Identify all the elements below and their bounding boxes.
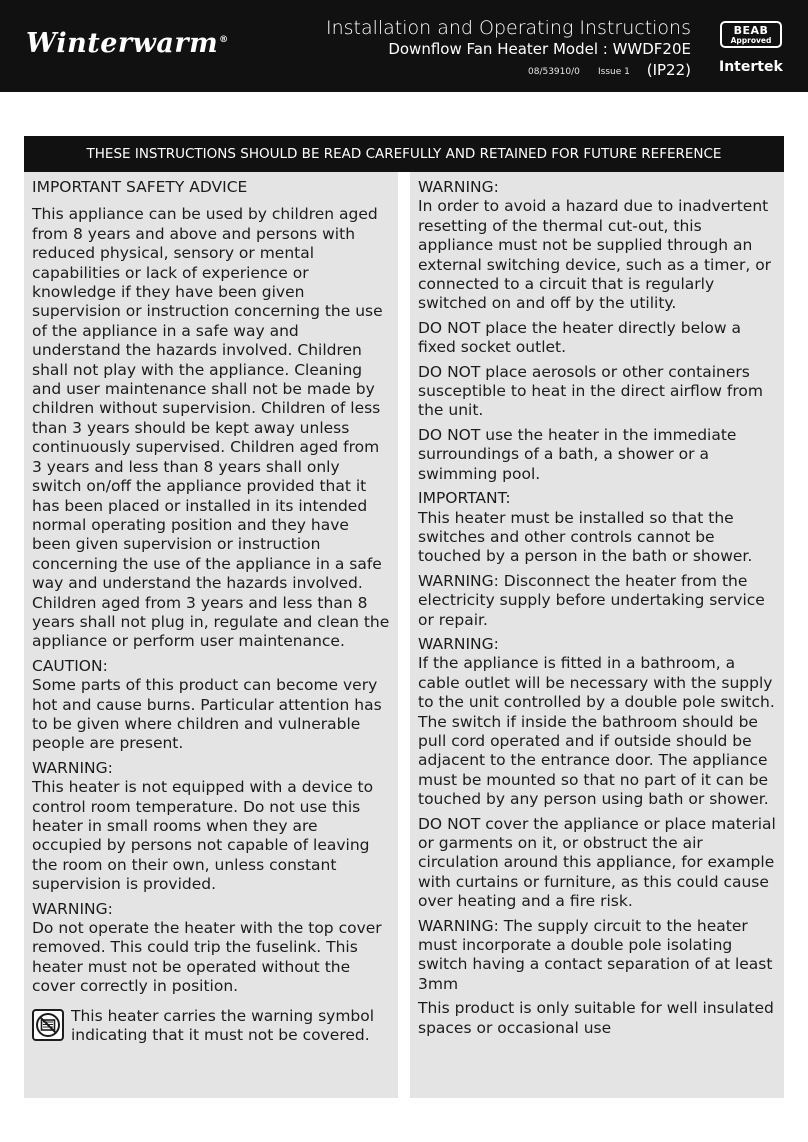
header bbox=[0, 0, 808, 92]
cover-notice: DO NOT cover the appliance or place material or garments on it, or obstruct the air circulation around this appliance, for example with curtains or furniture, as this could cause over heating and a fire risk. bbox=[418, 814, 776, 911]
safety-advice-body: This appliance can be used by children aged from 8 years and above and persons with reduced physical, sensory or mental capabilities or lack of experience or knowledge if they have been given supervision or instruction concerning the use of the appliance in a safe way and understand the hazards involved. Children shall not play with the appliance. Cleaning and user maintenance shall not be made by children without supervision. Children of less than 3 years should be kept away unless continuously supervised. Children aged from 3 years and less than 8 years shall only switch on/off the appliance provided that it has been placed or installed in its intended normal operating position and they have been given supervision or instruction concerning the use of the appliance in a safe way and understand the hazards involved. Children aged from 3 years and less than 8 years shall not plug in, regulate and clean the appliance or perform user maintenance. bbox=[32, 205, 390, 651]
suitability-note: This product is only suitable for well insulated spaces or occasional use bbox=[418, 999, 774, 1037]
warning-body: Do not operate the heater with the top cover removed. This could trip the fuselink. This heater must not be operated without the cover correctly in position. bbox=[32, 919, 382, 996]
room-temperature-warning bbox=[32, 759, 390, 895]
bathroom-warning bbox=[418, 635, 776, 810]
issue-label: Issue 1 bbox=[598, 67, 630, 77]
bath-notice: DO NOT use the heater in the immediate surroundings of a bath, a shower or a swimming pool. bbox=[418, 425, 737, 483]
ip-rating: (IP22) bbox=[646, 61, 691, 79]
warning-heading: WARNING: bbox=[418, 178, 499, 196]
intertek-logo: Intertek bbox=[719, 59, 783, 75]
aerosol-notice: DO NOT place aerosols or other containers susceptible to heat in the direct airflow from the unit. bbox=[418, 362, 763, 420]
beab-badge-bottom: Approved bbox=[730, 36, 772, 45]
registered-mark: ® bbox=[219, 35, 229, 45]
disconnect-warning: WARNING: Disconnect the heater from the electricity supply before undertaking service or repair. bbox=[418, 571, 765, 629]
right-column bbox=[410, 172, 784, 1098]
important-section bbox=[418, 489, 776, 567]
beab-approved-badge bbox=[720, 21, 782, 48]
warning-body: This heater is not equipped with a device to control room temperature. Do not use this heater in small rooms when they are occupied by persons not capable of leaving the room on their own, unless constant supervision is provided. bbox=[32, 778, 374, 894]
document-title: Installation and Operating Instructions bbox=[325, 17, 691, 39]
important-heading: IMPORTANT: bbox=[418, 489, 511, 508]
supply-circuit-warning: WARNING: The supply circuit to the heater must incorporate a double pole isolating switch having a contact separation of at least 3mm bbox=[418, 916, 773, 993]
document-number: 08/53910/0 bbox=[528, 67, 580, 77]
socket-outlet-notice: DO NOT place the heater directly below a fixed socket outlet. bbox=[418, 318, 742, 357]
warning-symbol-note bbox=[32, 1007, 390, 1046]
important-body: This heater must be installed so that the switches and other controls cannot be touched by a person in the bath or shower. bbox=[418, 508, 753, 566]
thermal-cutout-warning bbox=[418, 178, 776, 314]
caution-heading: CAUTION: bbox=[32, 656, 108, 675]
brand-logo-text: Winterwarm bbox=[26, 28, 219, 59]
warning-heading: WARNING: bbox=[32, 899, 113, 918]
caution-body: Some parts of this product can become very hot and cause burns. Particular attention has to be given where children and vulnerable people are present. bbox=[32, 676, 382, 753]
warning-body: If the appliance is fitted in a bathroom, a cable outlet will be necessary with the supply to the unit controlled by a double pole switch. The switch if inside the bathroom should be pull cord operated and if outside should be adjacent to the entrance door. The appliance must be mounted so that no part of it can be touched by any person using bath or shower. bbox=[418, 654, 775, 809]
beab-badge-top: BEAB bbox=[733, 24, 769, 37]
safety-advice-heading: IMPORTANT SAFETY ADVICE bbox=[32, 178, 248, 196]
do-not-cover-icon bbox=[32, 1009, 64, 1041]
top-cover-warning bbox=[32, 900, 390, 997]
caution-section bbox=[32, 657, 390, 754]
document-subtitle: Downflow Fan Heater Model : WWDF20E bbox=[388, 40, 691, 58]
warning-symbol-text: This heater carries the warning symbol indicating that it must not be covered. bbox=[71, 1006, 375, 1045]
instructions-banner: THESE INSTRUCTIONS SHOULD BE READ CAREFULLY AND RETAINED FOR FUTURE REFERENCE bbox=[24, 136, 784, 172]
warning-heading: WARNING: bbox=[32, 758, 113, 777]
left-column bbox=[24, 172, 398, 1098]
warning-body: In order to avoid a hazard due to inadvertent resetting of the thermal cut-out, this appliance must not be supplied through an external switching device, such as a timer, or connected to a circuit that is regularly switched on and off by the utility. bbox=[418, 197, 772, 313]
safety-advice-section bbox=[32, 178, 390, 652]
brand-logo bbox=[26, 28, 229, 59]
warning-heading: WARNING: bbox=[418, 634, 499, 653]
